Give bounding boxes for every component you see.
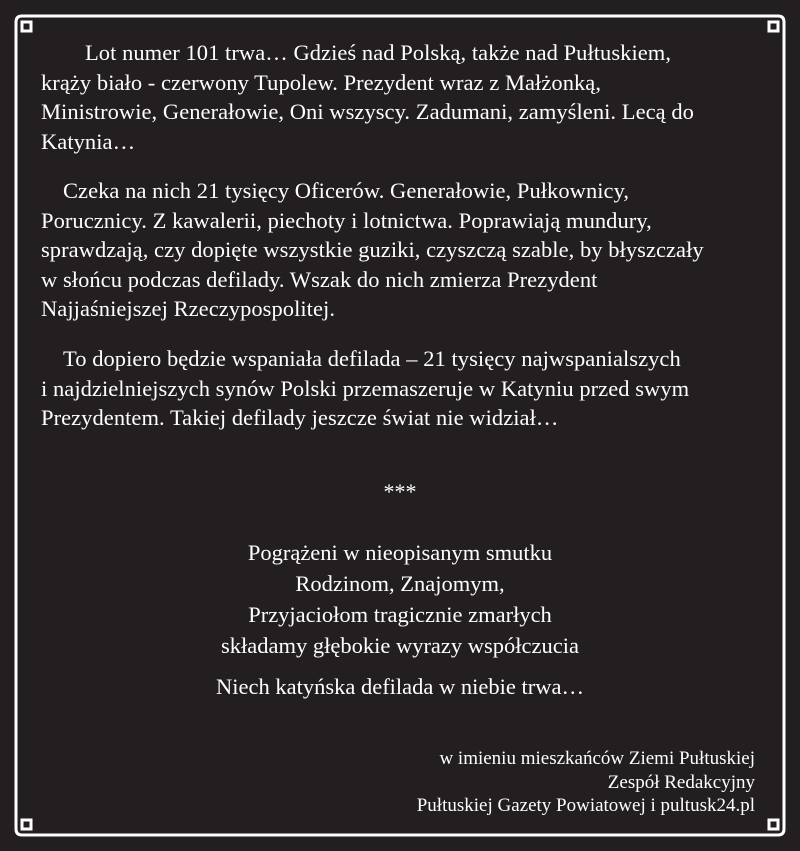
condolence-line: Rodzinom, Znajomym,	[295, 571, 505, 596]
signature-line: Pułtuskiej Gazety Powiatowej i pultusk24.pl	[416, 795, 755, 816]
paragraph-line: Ministrowie, Generałowie, Oni wszyscy. Zadumani, zamyśleni. Lecą do	[41, 99, 694, 124]
corner-ornament-top-left	[16, 16, 36, 36]
signature	[417, 747, 755, 818]
paragraph-line: sprawdzają, czy dopięte wszystkie guziki, czyszczą szable, by błyszczały	[41, 237, 704, 262]
condolence-line: Pogrążeni w nieopisanym smutku	[247, 540, 553, 565]
paragraph-line: i najdzielniejszych synów Polski przemaszeruje w Katyniu przed swym	[41, 375, 690, 401]
paragraph-1	[41, 38, 761, 156]
paragraph-line: Porucznicy. Z kawalerii, piechoty i lotnictwa. Poprawiają mundury,	[41, 207, 652, 233]
closing-line: Niech katyńska defilada w niebie trwa…	[216, 674, 584, 699]
paragraph-line: Najjaśniejszej Rzeczypospolitej.	[41, 296, 336, 321]
paragraph-line: w słońcu podczas defilady. Wszak do nich zmierza Prezydent	[41, 266, 598, 292]
signature-line: w imieniu mieszkańców Ziemi Pułtuskiej	[439, 748, 755, 769]
paragraph-line: Katynia…	[41, 128, 136, 154]
condolence-line: składamy głębokie wyrazy współczucia	[220, 633, 579, 658]
paragraph-line: Czeka na nich 21 tysięcy Oficerów. Generałowie, Pułkownicy,	[63, 178, 630, 203]
separator: ***	[383, 479, 417, 504]
paragraph-3	[41, 344, 761, 433]
corner-ornament-bottom-right	[764, 815, 784, 835]
condolence-line: Przyjaciołom tragicznie zmarłych	[248, 602, 552, 627]
paragraph-2	[41, 176, 761, 324]
paragraph-line: krąży biało - czerwony Tupolew. Prezydent wraz z Małżonką,	[41, 69, 602, 95]
corner-ornament-bottom-left	[16, 815, 36, 835]
corner-ornament-top-right	[764, 16, 784, 36]
signature-line: Zespół Redakcyjny	[607, 771, 755, 793]
paragraph-line: To dopiero będzie wspaniała defilada – 21 tysięcy najwspanialszych	[63, 346, 681, 371]
paragraph-line: Prezydentem. Takiej defilady jeszcze świat nie widział…	[41, 405, 559, 430]
condolences	[0, 537, 800, 661]
paragraph-line: Lot numer 101 trwa… Gdzieś nad Polską, także nad Pułtuskiem,	[85, 40, 672, 65]
